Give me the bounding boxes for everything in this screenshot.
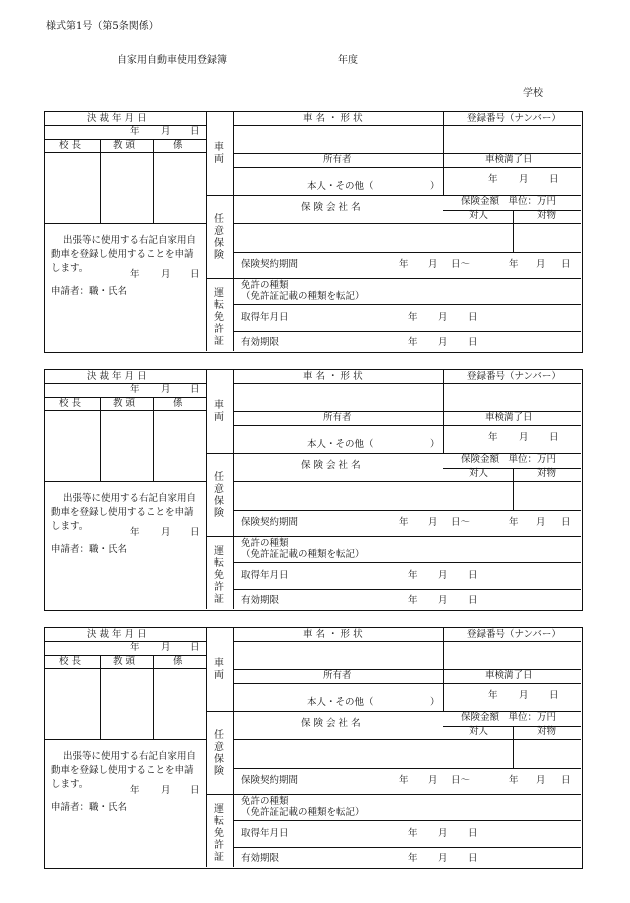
row-line (233, 739, 581, 740)
staff-label: 係 (173, 398, 183, 409)
row-line (233, 768, 581, 769)
section-line (206, 794, 233, 795)
approval-year: 年 (130, 126, 140, 137)
inspection-month: 月 (519, 174, 529, 185)
application-text: 出張等に使用する右記自家用自動車を登録し使用することを申請します。 (51, 751, 197, 790)
application-text: 出張等に使用する右記自家用自動車を登録し使用することを申請します。 (51, 235, 197, 274)
approval-day: 日 (190, 642, 200, 653)
inspection-expiry-label: 車検満了日 (485, 412, 533, 423)
column-divider (233, 112, 234, 351)
row-line (233, 167, 581, 168)
license-acquired-label: 取得年月日 (241, 828, 289, 839)
inspection-month: 月 (519, 432, 529, 443)
row-line (233, 510, 581, 511)
approval-month: 月 (161, 384, 171, 395)
valid-year: 年 (408, 853, 418, 864)
row-line (443, 210, 581, 211)
row-line (233, 641, 581, 642)
row-line (233, 252, 581, 253)
contract-start-year: 年 (399, 775, 409, 786)
per-property-label: 対物 (537, 210, 557, 221)
column-divider (206, 370, 207, 609)
contract-period-label: 保険契約期間 (241, 517, 299, 528)
valid-day: 日 (468, 595, 478, 606)
per-property-label: 対物 (537, 726, 557, 737)
inspection-year: 年 (488, 174, 498, 185)
registration-block (44, 111, 583, 353)
license-acquired-label: 取得年月日 (241, 570, 289, 581)
row-line (233, 847, 581, 848)
column-divider (233, 370, 234, 609)
contract-period-label: 保険契約期間 (241, 775, 299, 786)
row-line (233, 223, 581, 224)
contract-start-year: 年 (399, 517, 409, 528)
valid-year: 年 (408, 337, 418, 348)
insurance-company-label: 保 険 会 社 名 (301, 202, 361, 213)
section-line (206, 278, 233, 279)
license-valid-label: 有効期限 (241, 853, 280, 864)
vehicle-section-label: 車両 (214, 658, 224, 681)
application-month: 月 (161, 269, 171, 280)
vice-principal-label: 教 頭 (113, 656, 136, 667)
staff-label: 係 (173, 140, 183, 151)
fiscal-year-label: 年度 (338, 55, 358, 66)
column-divider (206, 112, 207, 351)
owner-label: 所有者 (323, 670, 352, 681)
application-month: 月 (161, 527, 171, 538)
acquired-day: 日 (468, 828, 478, 839)
valid-year: 年 (408, 595, 418, 606)
application-day: 日 (190, 269, 200, 280)
application-day: 日 (190, 527, 200, 538)
contract-start-day: 日〜 (451, 775, 471, 786)
inspection-year: 年 (488, 690, 498, 701)
vehicle-section-label: 車両 (214, 400, 224, 423)
principal-label: 校 長 (59, 140, 82, 151)
row-line (45, 383, 206, 384)
principal-label: 校 長 (59, 398, 82, 409)
license-section-label: 運転免許証 (214, 804, 224, 863)
approval-year: 年 (130, 642, 140, 653)
license-section-label: 運転免許証 (214, 546, 224, 605)
contract-period-label: 保険契約期間 (241, 259, 299, 270)
insurance-section-label: 任意保険 (214, 214, 224, 261)
inspection-month: 月 (519, 690, 529, 701)
vehicle-name-model-label: 車 名 ・ 形 状 (303, 629, 363, 640)
inspection-day: 日 (549, 690, 559, 701)
license-type-note: （免許証記載の種類を転記） (241, 807, 365, 818)
row-line (233, 304, 581, 305)
row-line (233, 794, 581, 795)
valid-month: 月 (438, 337, 448, 348)
vice-principal-label: 教 頭 (113, 140, 136, 151)
registration-number-label: 登録番号（ナンバー） (467, 629, 561, 640)
row-line (45, 223, 206, 224)
section-line (206, 711, 233, 712)
contract-end-month: 月 (536, 259, 546, 270)
contract-end-day: 日 (561, 517, 571, 528)
column-divider (206, 628, 207, 867)
applicant-label: 申請者：職・氏名 (51, 286, 128, 297)
valid-month: 月 (438, 853, 448, 864)
insurance-company-label: 保 険 会 社 名 (301, 460, 361, 471)
approval-date-label: 決 裁 年 月 日 (87, 113, 147, 124)
license-acquired-label: 取得年月日 (241, 312, 289, 323)
owner-paren-close: ） (430, 697, 440, 708)
row-line (233, 683, 581, 684)
license-type-label: 免許の種類 (241, 280, 289, 291)
license-type-label: 免許の種類 (241, 796, 289, 807)
contract-start-month: 月 (428, 775, 438, 786)
contract-end-year: 年 (509, 259, 519, 270)
row-line (45, 481, 206, 482)
owner-paren-close: ） (430, 439, 440, 450)
row-line (233, 331, 581, 332)
row-line (233, 425, 581, 426)
contract-end-month: 月 (536, 775, 546, 786)
license-type-label: 免許の種類 (241, 538, 289, 549)
section-line (206, 195, 233, 196)
registration-block (44, 369, 583, 611)
registration-block (44, 627, 583, 869)
row-line (443, 726, 581, 727)
row-line (233, 820, 581, 821)
row-line (45, 739, 206, 740)
column-divider (233, 628, 234, 867)
contract-end-month: 月 (536, 517, 546, 528)
row-line (45, 152, 206, 153)
row-line (233, 562, 581, 563)
row-line (45, 410, 206, 411)
section-line (206, 453, 233, 454)
approval-month: 月 (161, 642, 171, 653)
insurance-section-label: 任意保険 (214, 730, 224, 777)
principal-label: 校 長 (59, 656, 82, 667)
owner-self-other-label: 本人・その他（ (307, 697, 374, 708)
valid-day: 日 (468, 337, 478, 348)
contract-start-month: 月 (428, 259, 438, 270)
per-property-label: 対物 (537, 468, 557, 479)
insurance-divider (513, 468, 514, 510)
inspection-day: 日 (549, 174, 559, 185)
insurance-section-label: 任意保険 (214, 472, 224, 519)
application-month: 月 (161, 785, 171, 796)
contract-end-day: 日 (561, 259, 571, 270)
acquired-year: 年 (408, 570, 418, 581)
insurance-amount-label: 保険金額 単位：万円 (461, 712, 557, 723)
owner-label: 所有者 (323, 154, 352, 165)
license-type-note: （免許証記載の種類を転記） (241, 291, 365, 302)
contract-start-month: 月 (428, 517, 438, 528)
registration-number-label: 登録番号（ナンバー） (467, 371, 561, 382)
valid-month: 月 (438, 595, 448, 606)
owner-self-other-label: 本人・その他（ (307, 181, 374, 192)
license-section-label: 運転免許証 (214, 288, 224, 347)
inspection-year: 年 (488, 432, 498, 443)
contract-start-day: 日〜 (451, 259, 471, 270)
row-line (233, 278, 581, 279)
contract-end-year: 年 (509, 775, 519, 786)
approval-month: 月 (161, 126, 171, 137)
form-number: 様式第1号（第5条関係） (46, 21, 159, 32)
applicant-label: 申請者：職・氏名 (51, 544, 128, 555)
staff-label: 係 (173, 656, 183, 667)
acquired-month: 月 (438, 828, 448, 839)
insurance-divider (513, 726, 514, 768)
contract-end-year: 年 (509, 517, 519, 528)
contract-start-year: 年 (399, 259, 409, 270)
insurance-amount-label: 保険金額 単位：万円 (461, 196, 557, 207)
insurance-company-label: 保 険 会 社 名 (301, 718, 361, 729)
per-person-label: 対人 (469, 210, 489, 221)
school-label: 学校 (523, 88, 543, 99)
application-day: 日 (190, 785, 200, 796)
acquired-month: 月 (438, 312, 448, 323)
row-line (233, 125, 581, 126)
vehicle-section-label: 車両 (214, 142, 224, 165)
document-title: 自家用自動車使用登録簿 (117, 55, 227, 66)
owner-self-other-label: 本人・その他（ (307, 439, 374, 450)
row-line (443, 468, 581, 469)
approval-date-label: 決 裁 年 月 日 (87, 629, 147, 640)
vehicle-name-model-label: 車 名 ・ 形 状 (303, 113, 363, 124)
inspection-expiry-label: 車検満了日 (485, 154, 533, 165)
row-line (45, 641, 206, 642)
row-line (233, 383, 581, 384)
approval-day: 日 (190, 126, 200, 137)
valid-day: 日 (468, 853, 478, 864)
vice-principal-label: 教 頭 (113, 398, 136, 409)
owner-paren-close: ） (430, 181, 440, 192)
registration-number-label: 登録番号（ナンバー） (467, 113, 561, 124)
acquired-year: 年 (408, 312, 418, 323)
applicant-label: 申請者：職・氏名 (51, 802, 128, 813)
acquired-year: 年 (408, 828, 418, 839)
row-line (233, 481, 581, 482)
insurance-amount-label: 保険金額 単位：万円 (461, 454, 557, 465)
row-line (45, 668, 206, 669)
approval-year: 年 (130, 384, 140, 395)
license-type-note: （免許証記載の種類を転記） (241, 549, 365, 560)
approval-date-label: 決 裁 年 月 日 (87, 371, 147, 382)
license-valid-label: 有効期限 (241, 337, 280, 348)
application-year: 年 (130, 785, 140, 796)
license-valid-label: 有効期限 (241, 595, 280, 606)
application-year: 年 (130, 527, 140, 538)
section-line (206, 536, 233, 537)
acquired-day: 日 (468, 312, 478, 323)
row-line (233, 589, 581, 590)
per-person-label: 対人 (469, 468, 489, 479)
row-line (45, 125, 206, 126)
insurance-divider (513, 210, 514, 252)
application-year: 年 (130, 269, 140, 280)
approval-day: 日 (190, 384, 200, 395)
contract-end-day: 日 (561, 775, 571, 786)
per-person-label: 対人 (469, 726, 489, 737)
application-text: 出張等に使用する右記自家用自動車を登録し使用することを申請します。 (51, 493, 197, 532)
inspection-day: 日 (549, 432, 559, 443)
acquired-day: 日 (468, 570, 478, 581)
inspection-expiry-label: 車検満了日 (485, 670, 533, 681)
contract-start-day: 日〜 (451, 517, 471, 528)
vehicle-name-model-label: 車 名 ・ 形 状 (303, 371, 363, 382)
owner-label: 所有者 (323, 412, 352, 423)
row-line (233, 536, 581, 537)
acquired-month: 月 (438, 570, 448, 581)
